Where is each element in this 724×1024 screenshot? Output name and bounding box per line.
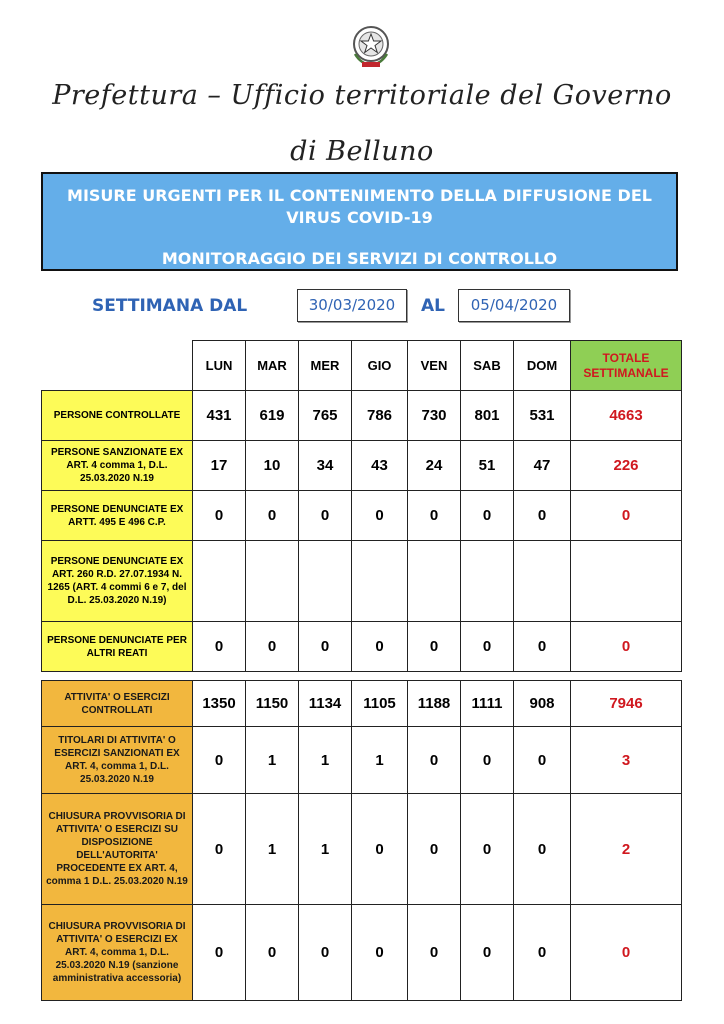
- title-banner: [41, 172, 678, 271]
- value-cell: 0: [299, 905, 352, 1001]
- total-header-line2: SETTIMANALE: [583, 365, 669, 380]
- total-cell: 4663: [571, 391, 682, 441]
- banner-line1: MISURE URGENTI PER IL CONTENIMENTO DELLA DIFFUSIONE DEL: [67, 186, 652, 205]
- col-header: MER: [299, 341, 352, 391]
- value-cell: 801: [461, 391, 514, 441]
- value-cell: 0: [514, 794, 571, 905]
- value-cell: 1350: [193, 681, 246, 727]
- row-label: PERSONE CONTROLLATE: [42, 391, 193, 441]
- row-label: ATTIVITA' O ESERCIZI CONTROLLATI: [42, 681, 193, 727]
- value-cell: 34: [299, 441, 352, 491]
- value-cell: 0: [193, 794, 246, 905]
- business-table: [41, 680, 682, 1001]
- table-row: [42, 622, 682, 672]
- table-row: [42, 681, 682, 727]
- row-label: PERSONE SANZIONATE EX ART. 4 comma 1, D.L. 25.03.2020 N.19: [42, 441, 193, 491]
- value-cell: 0: [352, 794, 408, 905]
- row-label: CHIUSURA PROVVISORIA DI ATTIVITA' O ESERCIZI EX ART. 4, comma 1, D.L. 25.03.2020 N.19 (sanzione amministrativa accessoria): [42, 905, 193, 1001]
- total-header: [571, 341, 682, 391]
- total-cell: 0: [571, 905, 682, 1001]
- value-cell: 531: [514, 391, 571, 441]
- value-cell: 47: [514, 441, 571, 491]
- value-cell: [408, 541, 461, 622]
- value-cell: [246, 541, 299, 622]
- row-label: PERSONE DENUNCIATE PER ALTRI REATI: [42, 622, 193, 672]
- value-cell: 51: [461, 441, 514, 491]
- value-cell: 0: [408, 491, 461, 541]
- value-cell: 0: [408, 905, 461, 1001]
- banner-line3: MONITORAGGIO DEI SERVIZI DI CONTROLLO: [161, 249, 558, 268]
- value-cell: 908: [514, 681, 571, 727]
- office-title-line1: Prefettura – Ufficio territoriale del Governo: [52, 80, 672, 111]
- value-cell: 786: [352, 391, 408, 441]
- value-cell: 1: [352, 727, 408, 794]
- value-cell: 0: [246, 905, 299, 1001]
- value-cell: 1188: [408, 681, 461, 727]
- value-cell: 0: [461, 727, 514, 794]
- row-label: PERSONE DENUNCIATE EX ART. 260 R.D. 27.07.1934 N. 1265 (ART. 4 commi 6 e 7, del D.L. 25.03.2020 N.19): [42, 541, 193, 622]
- value-cell: 765: [299, 391, 352, 441]
- value-cell: 0: [193, 727, 246, 794]
- table-row: [42, 391, 682, 441]
- total-cell: 2: [571, 794, 682, 905]
- value-cell: 0: [408, 794, 461, 905]
- value-cell: 0: [193, 491, 246, 541]
- col-header: DOM: [514, 341, 571, 391]
- value-cell: 0: [193, 905, 246, 1001]
- week-to-date: 05/04/2020: [458, 289, 570, 322]
- value-cell: 0: [246, 622, 299, 672]
- table-row: [42, 727, 682, 794]
- value-cell: 0: [299, 622, 352, 672]
- value-cell: 619: [246, 391, 299, 441]
- value-cell: 431: [193, 391, 246, 441]
- total-cell: 0: [571, 491, 682, 541]
- col-header: SAB: [461, 341, 514, 391]
- banner-line2: VIRUS COVID-19: [286, 208, 433, 227]
- value-cell: 10: [246, 441, 299, 491]
- total-cell: 3: [571, 727, 682, 794]
- value-cell: 1134: [299, 681, 352, 727]
- table-row: [42, 794, 682, 905]
- value-cell: 1: [246, 727, 299, 794]
- week-to-label: AL: [421, 296, 445, 316]
- value-cell: 0: [352, 491, 408, 541]
- value-cell: 17: [193, 441, 246, 491]
- value-cell: 0: [352, 622, 408, 672]
- value-cell: 0: [193, 622, 246, 672]
- value-cell: 0: [514, 622, 571, 672]
- total-cell: [571, 541, 682, 622]
- header-row: [42, 341, 682, 391]
- value-cell: [514, 541, 571, 622]
- total-cell: 226: [571, 441, 682, 491]
- table-row: [42, 491, 682, 541]
- value-cell: 1: [246, 794, 299, 905]
- value-cell: 0: [299, 491, 352, 541]
- value-cell: 0: [246, 491, 299, 541]
- value-cell: [299, 541, 352, 622]
- value-cell: 0: [461, 794, 514, 905]
- col-header: LUN: [193, 341, 246, 391]
- value-cell: 0: [461, 622, 514, 672]
- value-cell: 0: [461, 491, 514, 541]
- col-header: GIO: [352, 341, 408, 391]
- table-row: [42, 441, 682, 491]
- total-cell: 7946: [571, 681, 682, 727]
- header-blank-cell: [42, 341, 193, 391]
- office-title-line2: di Belluno: [290, 136, 434, 167]
- col-header: VEN: [408, 341, 461, 391]
- total-header-line1: TOTALE: [602, 350, 650, 365]
- row-label: PERSONE DENUNCIATE EX ARTT. 495 E 496 C.P.: [42, 491, 193, 541]
- value-cell: [461, 541, 514, 622]
- col-header: MAR: [246, 341, 299, 391]
- row-label: CHIUSURA PROVVISORIA DI ATTIVITA' O ESERCIZI SU DISPOSIZIONE DELL'AUTORITA' PROCEDENTE EX ART. 4, comma 1 D.L. 25.03.2020 N.19: [42, 794, 193, 905]
- value-cell: 1111: [461, 681, 514, 727]
- value-cell: 1105: [352, 681, 408, 727]
- value-cell: 0: [352, 905, 408, 1001]
- value-cell: 0: [408, 622, 461, 672]
- week-from-label: SETTIMANA DAL: [92, 296, 248, 316]
- value-cell: 0: [408, 727, 461, 794]
- value-cell: [193, 541, 246, 622]
- value-cell: 0: [514, 727, 571, 794]
- value-cell: 1150: [246, 681, 299, 727]
- value-cell: 0: [514, 905, 571, 1001]
- value-cell: [352, 541, 408, 622]
- week-from-date: 30/03/2020: [297, 289, 407, 322]
- value-cell: 43: [352, 441, 408, 491]
- value-cell: 730: [408, 391, 461, 441]
- total-cell: 0: [571, 622, 682, 672]
- italian-republic-emblem-icon: [347, 24, 395, 70]
- table-row: [42, 541, 682, 622]
- table-row: [42, 905, 682, 1001]
- value-cell: 1: [299, 794, 352, 905]
- persons-table: [41, 340, 682, 672]
- value-cell: 0: [461, 905, 514, 1001]
- value-cell: 0: [514, 491, 571, 541]
- value-cell: 1: [299, 727, 352, 794]
- value-cell: 24: [408, 441, 461, 491]
- row-label: TITOLARI DI ATTIVITA' O ESERCIZI SANZIONATI EX ART. 4, comma 1, D.L. 25.03.2020 N.19: [42, 727, 193, 794]
